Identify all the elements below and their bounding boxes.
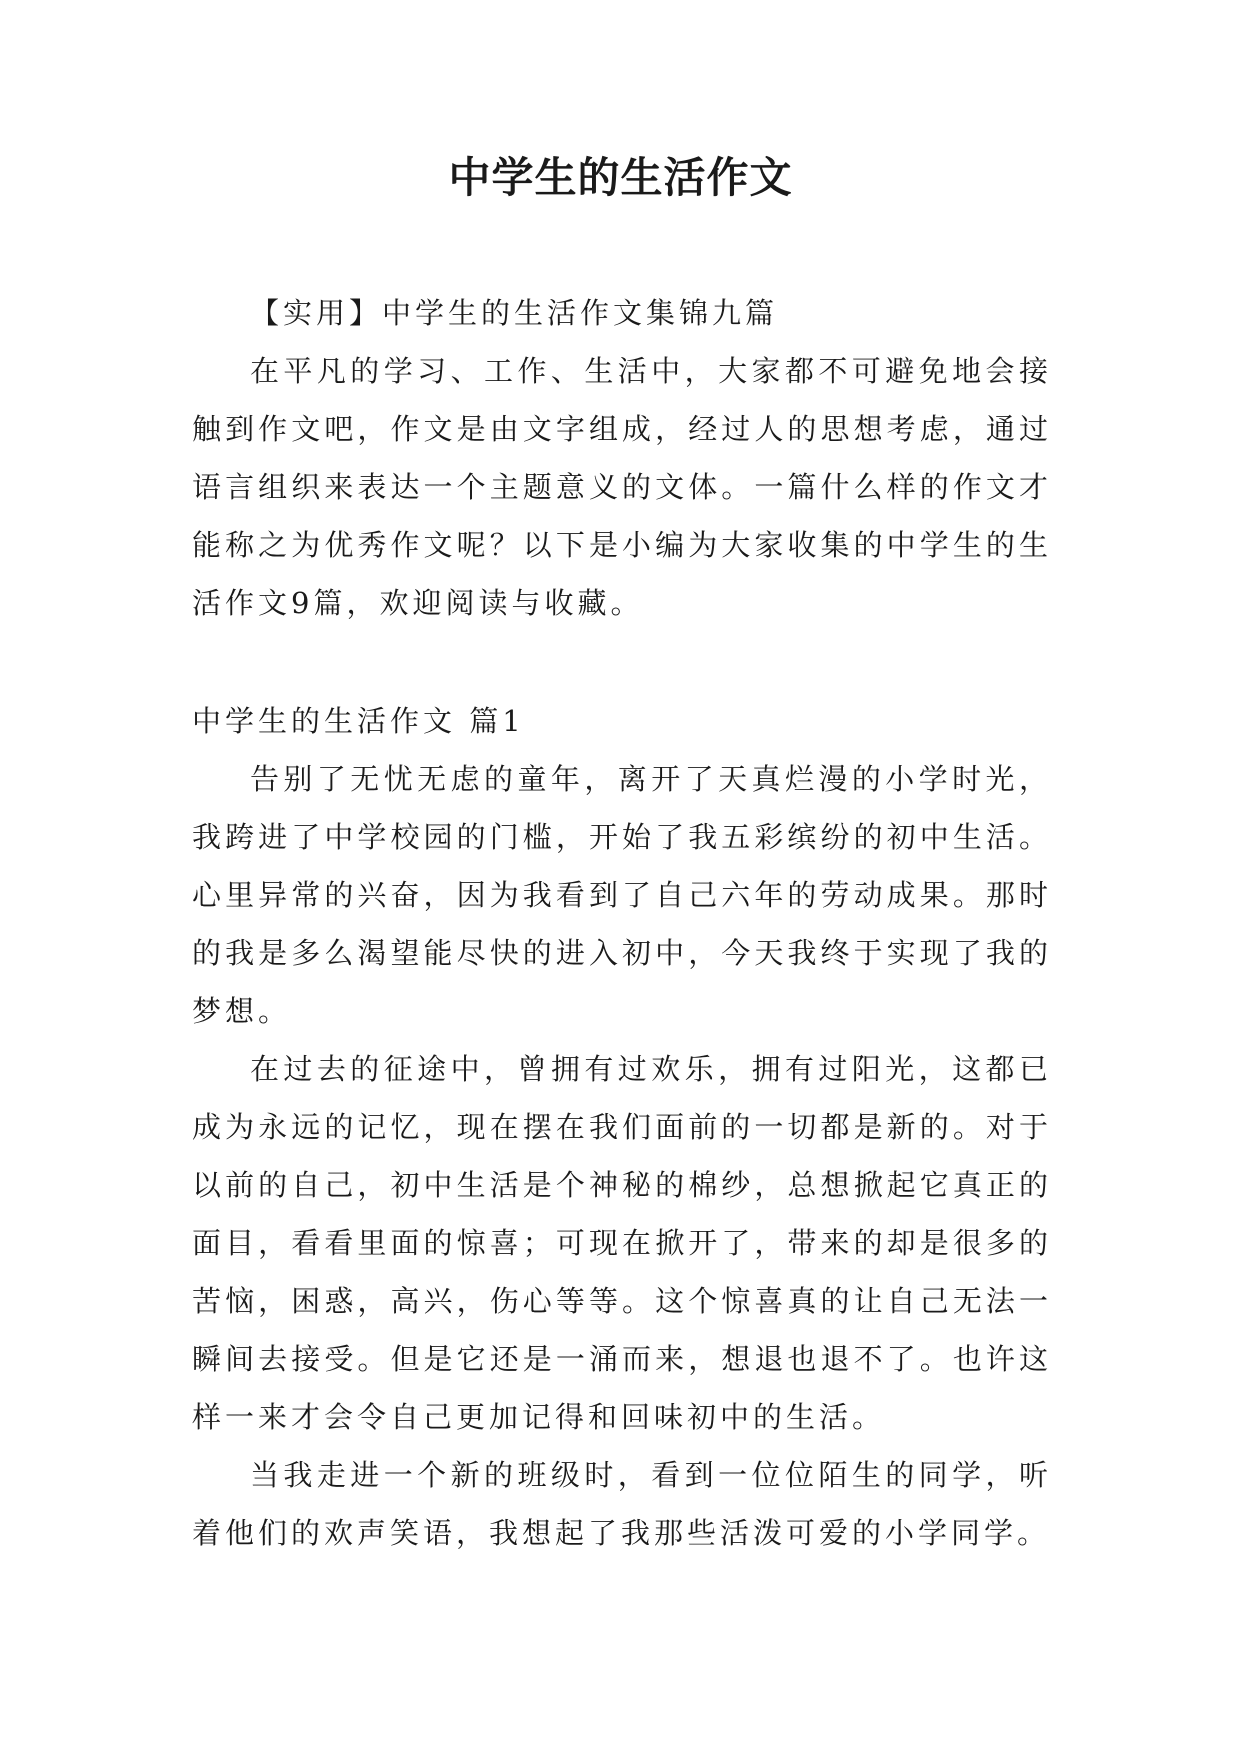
intro-section <box>192 284 1052 632</box>
body-paragraph: 在过去的征途中，曾拥有过欢乐，拥有过阳光，这都已成为永远的记忆，现在摆在我们面前的一切都是新的。对于以前的自己，初中生活是个神秘的棉纱，总想掀起它真正的面目，看看里面的惊喜；可现在掀开了，带来的却是很多的苦恼，困惑，高兴，伤心等等。这个惊喜真的让自己无法一瞬间去接受。但是它还是一涌而来，想退也退不了。也许这样一来才会令自己更加记得和回味初中的生活。 <box>192 1052 1052 1434</box>
document-title: 中学生的生活作文 <box>448 153 793 202</box>
article-section <box>192 692 1052 1562</box>
body-paragraph: 告别了无忧无虑的童年，离开了天真烂漫的小学时光，我跨进了中学校园的门槛，开始了我五彩缤纷的初中生活。心里异常的兴奋，因为我看到了自己六年的劳动成果。那时的我是多么渴望能尽快的进入初中，今天我终于实现了我的梦想。 <box>192 762 1052 1028</box>
document-subtitle: 【实用】中学生的生活作文集锦九篇 <box>250 296 779 330</box>
intro-paragraph: 在平凡的学习、工作、生活中，大家都不可避免地会接触到作文吧，作文是由文字组成，经过人的思想考虑，通过语言组织来表达一个主题意义的文体。一篇什么样的作文才能称之为优秀作文呢？以下是小编为大家收集的中学生的生活作文9篇，欢迎阅读与收藏。 <box>192 354 1052 620</box>
body-paragraph: 当我走进一个新的班级时，看到一位位陌生的同学，听着他们的欢声笑语，我想起了我那些活泼可爱的小学同学。 <box>192 1458 1052 1550</box>
section-heading: 中学生的生活作文 篇1 <box>192 704 525 738</box>
